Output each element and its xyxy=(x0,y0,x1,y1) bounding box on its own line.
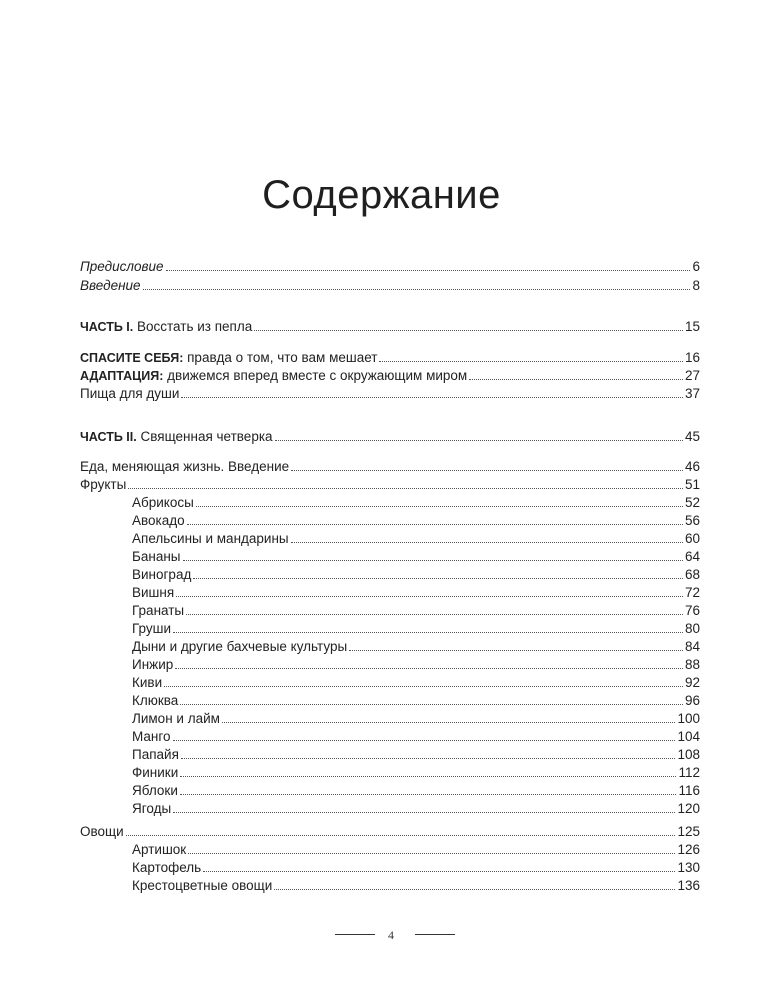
toc-entry xyxy=(80,530,700,548)
toc-leader-dots xyxy=(196,505,683,507)
toc-entry-prefix: ЧАСТЬ I. xyxy=(80,320,134,334)
toc-entry-text: движемся вперед вместе с окружающим миром xyxy=(163,368,468,383)
toc-entry-page: 46 xyxy=(684,459,700,474)
toc-entry-label xyxy=(80,277,141,295)
toc-entry-page: 8 xyxy=(692,278,700,293)
toc-entry xyxy=(80,800,700,818)
toc-leader-dots xyxy=(254,329,683,331)
toc-entry-page: 80 xyxy=(684,621,700,636)
toc-entry-text: Картофель xyxy=(132,860,202,875)
footer-rule-left xyxy=(335,934,375,935)
toc-entry-label xyxy=(80,385,179,403)
toc-entry xyxy=(80,584,700,602)
toc-entry xyxy=(80,782,700,800)
toc-entry-page: 104 xyxy=(677,729,700,744)
toc-entry-page: 27 xyxy=(684,368,700,383)
toc-entry xyxy=(80,764,700,782)
toc-entry-label xyxy=(132,512,185,530)
toc-entry-page: 126 xyxy=(677,842,700,857)
toc-entry-label xyxy=(132,620,171,638)
toc-leader-dots xyxy=(274,888,675,890)
toc-entry-page: 72 xyxy=(684,585,700,600)
toc-entry xyxy=(80,674,700,692)
toc-leader-dots xyxy=(128,487,683,489)
toc-entry xyxy=(80,428,700,446)
toc-entry xyxy=(80,277,700,295)
toc-leader-dots xyxy=(193,577,683,579)
toc-entry-text: Дыни и другие бахчевые культуры xyxy=(132,639,348,654)
toc-leader-dots xyxy=(126,834,676,836)
toc-entry-page: 56 xyxy=(684,513,700,528)
toc-entry xyxy=(80,318,700,336)
toc-entry-text: Вишня xyxy=(132,585,175,600)
toc-entry-page: 76 xyxy=(684,603,700,618)
footer-rule-right xyxy=(415,934,455,935)
toc-entry-text: Папайя xyxy=(132,747,179,762)
toc-entry-text: Инжир xyxy=(132,657,174,672)
toc-entry-page: 92 xyxy=(684,675,700,690)
toc-entry-text: Виноград xyxy=(132,567,192,582)
toc-entry-label xyxy=(80,349,377,367)
toc-entry-text: Лимон и лайм xyxy=(132,711,220,726)
toc-entry-label xyxy=(80,367,467,385)
toc-entry-page: 100 xyxy=(677,711,700,726)
toc-entry-label xyxy=(132,584,174,602)
toc-entry-label xyxy=(132,530,289,548)
toc-entry-page: 68 xyxy=(684,567,700,582)
toc-entry xyxy=(80,566,700,584)
toc-leader-dots xyxy=(176,595,683,597)
toc-entry-label xyxy=(80,258,164,276)
toc-entry xyxy=(80,656,700,674)
toc-entry xyxy=(80,602,700,620)
toc-entry-page: 136 xyxy=(677,878,700,893)
toc-entry-text: Ягоды xyxy=(132,801,172,816)
toc-entry-text: Крестоцветные овощи xyxy=(132,878,273,893)
toc-leader-dots xyxy=(166,269,691,271)
toc-entry-label xyxy=(132,728,171,746)
toc-entry-label xyxy=(132,494,194,512)
toc-entry-page: 84 xyxy=(684,639,700,654)
toc-entry-label xyxy=(132,764,178,782)
toc-entry-label xyxy=(132,841,186,859)
toc-entry-label xyxy=(132,800,171,818)
toc-entry-text: Священная четверка xyxy=(136,429,273,444)
toc-entry-prefix: АДАПТАЦИЯ: xyxy=(80,369,164,383)
toc-entry-text: Авокадо xyxy=(132,513,185,528)
toc-entry xyxy=(80,367,700,385)
toc-entry xyxy=(80,458,700,476)
toc-leader-dots xyxy=(222,721,676,723)
toc-leader-dots xyxy=(291,541,683,543)
toc-entry-label xyxy=(132,548,181,566)
toc-entry xyxy=(80,638,700,656)
toc-entry-page: 45 xyxy=(684,429,700,444)
toc-entry-text: Абрикосы xyxy=(132,495,194,510)
toc-entry-label xyxy=(132,859,201,877)
toc-entry-page: 60 xyxy=(684,531,700,546)
toc-entry-label xyxy=(132,602,184,620)
toc-entry-text: Артишок xyxy=(132,842,187,857)
toc-leader-dots xyxy=(183,559,683,561)
toc-leader-dots xyxy=(181,396,683,398)
toc-leader-dots xyxy=(379,360,683,362)
toc-entry-page: 37 xyxy=(684,386,700,401)
toc-entry-prefix: СПАСИТЕ СЕБЯ: xyxy=(80,351,184,365)
page-title: Содержание xyxy=(262,172,501,217)
toc-entry-label xyxy=(132,566,191,584)
toc-entry xyxy=(80,859,700,877)
toc-entry xyxy=(80,710,700,728)
toc-entry xyxy=(80,385,700,403)
toc-entry xyxy=(80,877,700,895)
toc-entry-text: Бананы xyxy=(132,549,181,564)
toc-entry xyxy=(80,258,700,276)
toc-entry-text: Манго xyxy=(132,729,171,744)
toc-entry-text: Еда, меняющая жизнь. Введение xyxy=(80,459,290,474)
toc-leader-dots xyxy=(175,667,683,669)
toc-entry-page: 16 xyxy=(684,350,700,365)
toc-entry-text: Пища для души xyxy=(80,386,180,401)
toc-leader-dots xyxy=(181,757,676,759)
toc-entry-label xyxy=(132,877,272,895)
toc-entry-label xyxy=(132,674,162,692)
toc-entry-text: Финики xyxy=(132,765,179,780)
toc-entry-label xyxy=(132,656,173,674)
toc-entry-text: Предисловие xyxy=(80,259,164,274)
toc-entry xyxy=(80,823,700,841)
toc-entry xyxy=(80,349,700,367)
toc-entry-text: Яблоки xyxy=(132,783,178,798)
toc-leader-dots xyxy=(164,685,683,687)
toc-entry-text: Апельсины и мандарины xyxy=(132,531,289,546)
toc-entry-page: 130 xyxy=(677,860,700,875)
toc-entry-page: 96 xyxy=(684,693,700,708)
toc-entry-page: 64 xyxy=(684,549,700,564)
page-number: 4 xyxy=(388,928,394,942)
toc-leader-dots xyxy=(349,649,683,651)
page-footer xyxy=(0,925,763,945)
toc-entry-label xyxy=(132,782,178,800)
toc-leader-dots xyxy=(180,775,676,777)
toc-entry xyxy=(80,692,700,710)
toc-leader-dots xyxy=(143,288,691,290)
toc-entry xyxy=(80,476,700,494)
toc-entry-text: Введение xyxy=(80,278,141,293)
toc-entry-page: 120 xyxy=(677,801,700,816)
toc-entry-page: 125 xyxy=(677,824,700,839)
toc-entry-page: 15 xyxy=(684,319,700,334)
toc-entry-page: 51 xyxy=(684,477,700,492)
toc-entry-page: 112 xyxy=(678,765,700,780)
toc-entry-text: Груши xyxy=(132,621,172,636)
toc-entry-page: 88 xyxy=(684,657,700,672)
toc-entry-label xyxy=(132,692,178,710)
toc-entry xyxy=(80,494,700,512)
toc-entry xyxy=(80,512,700,530)
toc-entry-label xyxy=(132,710,220,728)
toc-entry-label xyxy=(132,746,179,764)
toc-entry-label xyxy=(80,476,126,494)
toc-entry xyxy=(80,746,700,764)
toc-entry-page: 108 xyxy=(677,747,700,762)
toc-leader-dots xyxy=(469,378,683,380)
toc-leader-dots xyxy=(187,523,683,525)
toc-entry-page: 52 xyxy=(684,495,700,510)
toc-leader-dots xyxy=(173,739,676,741)
toc-entry-text: Гранаты xyxy=(132,603,185,618)
toc-entry-label xyxy=(80,318,252,336)
toc-leader-dots xyxy=(173,811,675,813)
toc-entry-text: Киви xyxy=(132,675,163,690)
toc-entry-text: правда о том, что вам мешает xyxy=(183,350,378,365)
toc-entry xyxy=(80,841,700,859)
toc-leader-dots xyxy=(275,439,683,441)
toc-entry-text: Восстать из пепла xyxy=(133,319,253,334)
toc-entry xyxy=(80,548,700,566)
toc-entry-label xyxy=(132,638,347,656)
toc-entry-page: 116 xyxy=(678,783,700,798)
toc-leader-dots xyxy=(180,793,677,795)
toc-entry-text: Фрукты xyxy=(80,477,127,492)
toc-entry-page: 6 xyxy=(692,259,700,274)
toc-leader-dots xyxy=(186,613,683,615)
toc-entry-label xyxy=(80,458,289,476)
toc-leader-dots xyxy=(180,703,683,705)
toc-leader-dots xyxy=(188,852,675,854)
toc-leader-dots xyxy=(203,870,675,872)
toc-entry-text: Клюква xyxy=(132,693,179,708)
toc-leader-dots xyxy=(173,631,683,633)
toc-entry-text: Овощи xyxy=(80,824,124,839)
toc-entry-label xyxy=(80,823,124,841)
toc-entry xyxy=(80,620,700,638)
toc-entry-label xyxy=(80,428,273,446)
toc-entry-prefix: ЧАСТЬ II. xyxy=(80,430,137,444)
toc-leader-dots xyxy=(291,469,683,471)
toc-entry xyxy=(80,728,700,746)
